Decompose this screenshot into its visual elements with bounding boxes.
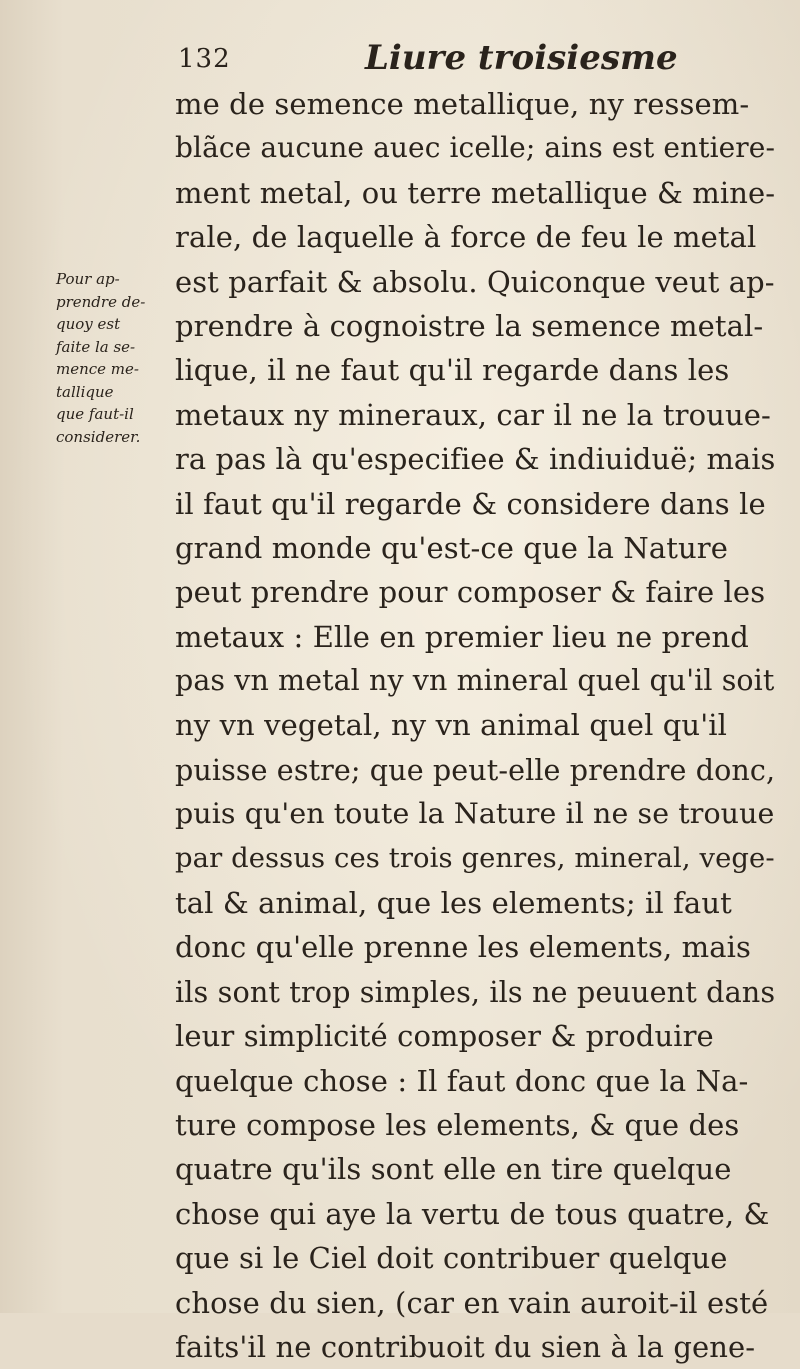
text-line: me de semence metallique, ny ressem-: [175, 87, 750, 121]
text-line: est parfait & absolu. Quiconque veut ap-: [175, 264, 775, 299]
text-line: metaux ny mineraux, car il ne la trouue-: [175, 397, 771, 432]
text-line: tal & animal, que les elements; il faut: [175, 886, 732, 921]
marginal-note-line: Pour ap-: [56, 270, 120, 288]
text-line: que si le Ciel doit contribuer quelque: [175, 1241, 728, 1276]
text-line: grand monde qu'est-ce que la Nature: [175, 530, 729, 565]
text-line: ils sont trop simples, ils ne peuuent dans: [175, 974, 776, 1009]
marginal-note-line: considerer.: [56, 427, 141, 446]
text-line: quatre qu'ils sont elle en tire quelque: [175, 1152, 732, 1187]
text-line: par dessus ces trois genres, mineral, vege-: [175, 842, 775, 874]
marginal-note-line: quoy est: [56, 315, 121, 333]
marginal-note-line: prendre de-: [56, 292, 146, 311]
body-text: [175, 82, 775, 1369]
marginal-note: [56, 268, 174, 448]
text-line: donc qu'elle prenne les elements, mais: [175, 930, 751, 965]
text-line: chose du sien, (car en vain auroit-il esté: [175, 1285, 769, 1320]
page-number: 132: [178, 44, 231, 74]
marginal-note-line: mence me-: [56, 360, 139, 378]
text-line: ment metal, ou terre metallique & mine-: [175, 175, 776, 210]
page-header: [0, 34, 800, 84]
marginal-note-line: que faut-il: [56, 405, 134, 423]
text-line: chose qui aye la vertu de tous quatre, &: [175, 1196, 770, 1231]
text-line: faits'il ne contribuoit du sien à la gene-: [175, 1329, 756, 1364]
running-title: Liure troisiesme: [365, 38, 678, 78]
text-line: ra pas là qu'especifiee & indiuiduë; mais: [175, 442, 776, 477]
marginal-note-line: tallique: [56, 382, 114, 401]
text-line: peut prendre pour composer & faire les: [175, 575, 766, 610]
text-line: pas vn metal ny vn mineral quel qu'il soit: [175, 664, 775, 698]
text-line: prendre à cognoistre la semence metal-: [175, 308, 764, 343]
text-line: quelque chose : Il faut donc que la Na-: [175, 1063, 749, 1098]
text-line: ny vn vegetal, ny vn animal quel qu'il: [175, 708, 728, 743]
text-line: ture compose les elements, & que des: [175, 1107, 740, 1142]
text-line: blãce aucune auec icelle; ains est entiere-: [175, 131, 776, 165]
text-line: puisse estre; que peut-elle prendre donc,: [175, 752, 776, 787]
text-line: metaux : Elle en premier lieu ne prend: [175, 619, 749, 654]
text-line: il faut qu'il regarde & considere dans le: [175, 486, 766, 521]
text-line: lique, il ne faut qu'il regarde dans les: [175, 353, 730, 388]
text-line: rale, de laquelle à force de feu le metal: [175, 220, 757, 255]
text-line: leur simplicité composer & produire: [175, 1019, 714, 1054]
text-line: puis qu'en toute la Nature il ne se trouue: [175, 797, 775, 831]
marginal-note-line: faite la se-: [56, 337, 136, 356]
